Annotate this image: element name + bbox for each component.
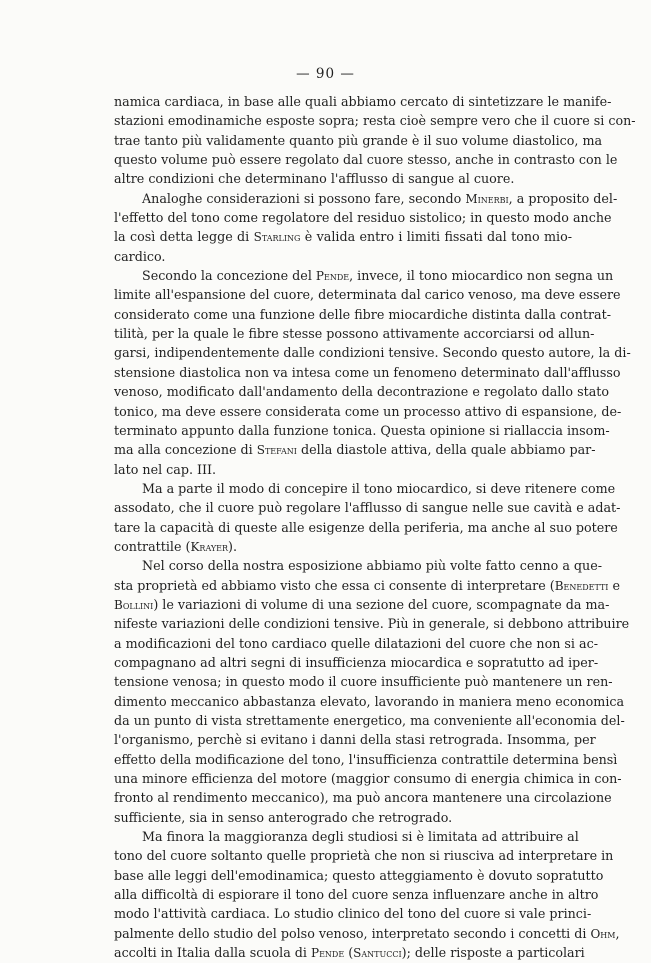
- text-line: [114, 285, 621, 304]
- text-segment: l'effetto del tono come regolatore del residuo sistolico; in questo modo anche: [114, 210, 612, 226]
- text-segment: stazioni emodinamiche esposte sopra; resta cioè sempre vero che il cuore si con-: [114, 113, 636, 129]
- text-segment: sufficiente, sia in senso anterogrado che retrogrado.: [114, 809, 453, 825]
- text-line: [114, 808, 572, 827]
- text-line: [114, 402, 622, 421]
- text-line: [114, 266, 614, 285]
- text-line: [114, 169, 572, 188]
- text-line: [114, 518, 618, 537]
- text-segment: tilità, per la quale le fibre stesse possono attivamente accorciarsi od allun-: [114, 326, 595, 342]
- text-line: [114, 343, 631, 362]
- text-segment: dimento meccanico abbastanza elevato, lavorando in maniera meno economica: [114, 693, 625, 709]
- text-segment: Secondo la concezione del: [142, 268, 316, 284]
- text-segment: ma alla concezione di: [114, 442, 257, 458]
- text-line: [114, 227, 572, 246]
- text-line: [114, 672, 613, 691]
- text-line: [114, 111, 636, 130]
- text-segment: della diastole attiva, della quale abbiamo par-: [296, 442, 596, 458]
- text-segment: contrattile (: [114, 538, 191, 554]
- text-segment: considerato come una funzione delle fibre miocardiche distinta dalla contrat-: [114, 306, 611, 322]
- author-name: Ohm: [590, 926, 616, 941]
- text-segment: una minore efficienza del motore (maggior consumo di energia chimica in con-: [114, 771, 622, 787]
- text-line: [114, 595, 610, 614]
- text-segment: Ma finora la maggioranza degli studiosi si è limitata ad attribuire al: [142, 829, 579, 845]
- text-segment: l'organismo, perchè si evitano i danni della stasi retrograda. Insomma, per: [114, 732, 596, 748]
- text-segment: , invece, il tono miocardico non segna un: [349, 268, 614, 284]
- text-line: [114, 750, 618, 769]
- text-line: [114, 788, 612, 807]
- text-segment: trae tanto più validamente quanto più grande è il suo volume diastolico, ma: [114, 132, 603, 148]
- text-line: [114, 324, 595, 343]
- author-name: Benedetti: [554, 578, 609, 593]
- text-segment: a modificazioni del tono cardiaco quelle dilatazioni del cuore che non si ac-: [114, 635, 598, 651]
- text-segment: fronto al rendimento meccanico), ma può ancora mantenere una circolazione: [114, 790, 612, 806]
- text-segment: effetto della modificazione del tono, l'insufficienza contrattile determina bensì: [114, 751, 618, 767]
- text-line: [114, 885, 599, 904]
- text-segment: la così detta legge di: [114, 229, 254, 245]
- text-segment: accolti in Italia dalla scuola di: [114, 945, 312, 961]
- text-line: [114, 846, 614, 865]
- text-segment: compagnano ad altri segni di insufficienza miocardica e sopratutto ad iper-: [114, 654, 599, 670]
- text-segment: sta proprietà ed abbiamo visto che essa ci consente di interpretare (: [114, 577, 555, 593]
- text-line: [114, 247, 572, 266]
- text-segment: cardico.: [114, 248, 166, 264]
- text-line: [114, 131, 603, 150]
- text-line: [114, 92, 612, 111]
- text-line: [114, 827, 579, 846]
- text-segment: nifeste variazioni delle condizioni tensive. Più in generale, si debbono attribuire: [114, 616, 630, 632]
- text-segment: da un punto di vista strettamente energetico, ma conveniente all'economia del-: [114, 713, 625, 728]
- text-line: [114, 769, 622, 788]
- text-line: [114, 614, 630, 633]
- text-segment: , a proposito del-: [508, 190, 618, 206]
- text-line: [114, 692, 625, 711]
- text-line: [114, 498, 621, 517]
- text-line: [114, 382, 610, 401]
- text-line: [114, 866, 604, 885]
- author-name: Santucci: [353, 946, 402, 961]
- text-line: [114, 556, 603, 575]
- author-name: Minerbi: [465, 191, 509, 206]
- text-segment: e: [608, 577, 620, 593]
- text-line: [114, 363, 621, 382]
- author-name: Starling: [253, 230, 301, 245]
- text-segment: altre condizioni che determinano l'afflusso di sangue al cuore.: [114, 171, 515, 187]
- text-segment: tono del cuore soltanto quelle proprietà che non si riusciva ad interpretare in: [114, 848, 614, 864]
- text-segment: Analoghe considerazioni si possono fare, secondo: [142, 190, 466, 206]
- text-segment: terminato appunto dalla funzione tonica. Questa opinione si riallaccia insom-: [114, 422, 610, 438]
- author-name: Pende: [311, 946, 345, 961]
- text-line: [114, 440, 596, 459]
- text-line: [114, 208, 612, 227]
- author-name: Bollini: [114, 597, 154, 612]
- body-text: [114, 92, 636, 962]
- text-segment: è valida entro i limiti fissati dal tono mio-: [300, 229, 573, 245]
- text-segment: stensione diastolica non va intesa come un fenomeno determinato dall'afflusso: [114, 364, 621, 380]
- text-segment: venoso, modificato dall'andamento della decontrazione e regolato dallo stato: [114, 384, 610, 400]
- text-segment: tonico, ma deve essere considerata come un processo attivo di espansione, de-: [114, 403, 622, 419]
- text-line: [114, 904, 592, 923]
- text-segment: ,: [615, 925, 620, 941]
- text-line: [114, 189, 618, 208]
- author-name: Stefani: [256, 443, 297, 458]
- text-segment: alla difficoltà di espiorare il tono del cuore senza influenzare anche in altro: [114, 887, 599, 903]
- text-segment: garsi, indipendentemente dalle condizioni tensive. Secondo questo autore, la di-: [114, 345, 631, 361]
- text-segment: ) le variazioni di volume di una sezione del cuore, scompagnate da ma-: [153, 596, 610, 612]
- text-segment: base alle leggi dell'emodinamica; questo atteggiamento è dovuto sopratutto: [114, 867, 604, 883]
- text-line: [114, 711, 625, 730]
- text-line: [114, 421, 610, 440]
- text-line: [114, 460, 572, 479]
- text-segment: ); delle risposte a particolari: [401, 945, 585, 961]
- author-name: Pende: [315, 269, 350, 284]
- text-segment: (: [344, 945, 354, 961]
- text-line: [114, 653, 599, 672]
- text-segment: Ma a parte il modo di concepire il tono miocardico, si deve ritenere come: [142, 480, 616, 496]
- text-segment: ).: [228, 538, 238, 554]
- text-segment: tensione venosa; in questo modo il cuore insufficiente può mantenere un ren-: [114, 674, 613, 690]
- text-segment: questo volume può essere regolato dal cuore stesso, anche in contrasto con le: [114, 152, 618, 168]
- author-name: Krayer: [190, 539, 229, 554]
- text-segment: modo l'attività cardiaca. Lo studio clinico del tono del cuore si vale princi-: [114, 906, 592, 922]
- text-segment: tare la capacità di queste alle esigenze della periferia, ma anche al suo potere: [114, 519, 618, 535]
- text-line: [114, 634, 598, 653]
- text-line: [114, 305, 611, 324]
- text-segment: palmente dello studio del polso venoso, interpretato secondo i concetti di: [114, 925, 591, 941]
- text-line: [114, 924, 620, 943]
- text-line: [114, 479, 616, 498]
- text-segment: assodato, che il cuore può regolare l'afflusso di sangue nelle sue cavità e adat-: [114, 500, 621, 516]
- text-segment: lato nel cap. III.: [114, 461, 217, 477]
- text-segment: Nel corso della nostra esposizione abbiamo più volte fatto cenno a que-: [142, 558, 603, 574]
- text-line: [114, 943, 585, 962]
- text-line: [114, 576, 620, 595]
- text-segment: namica cardiaca, in base alle quali abbiamo cercato di sintetizzare le manife-: [114, 94, 612, 109]
- text-line: [114, 730, 596, 749]
- page-number: — 90 —: [296, 66, 355, 82]
- text-segment: limite all'espansione del cuore, determinata dal carico venoso, ma deve essere: [114, 287, 621, 303]
- text-line: [114, 150, 618, 169]
- text-line: [114, 537, 572, 556]
